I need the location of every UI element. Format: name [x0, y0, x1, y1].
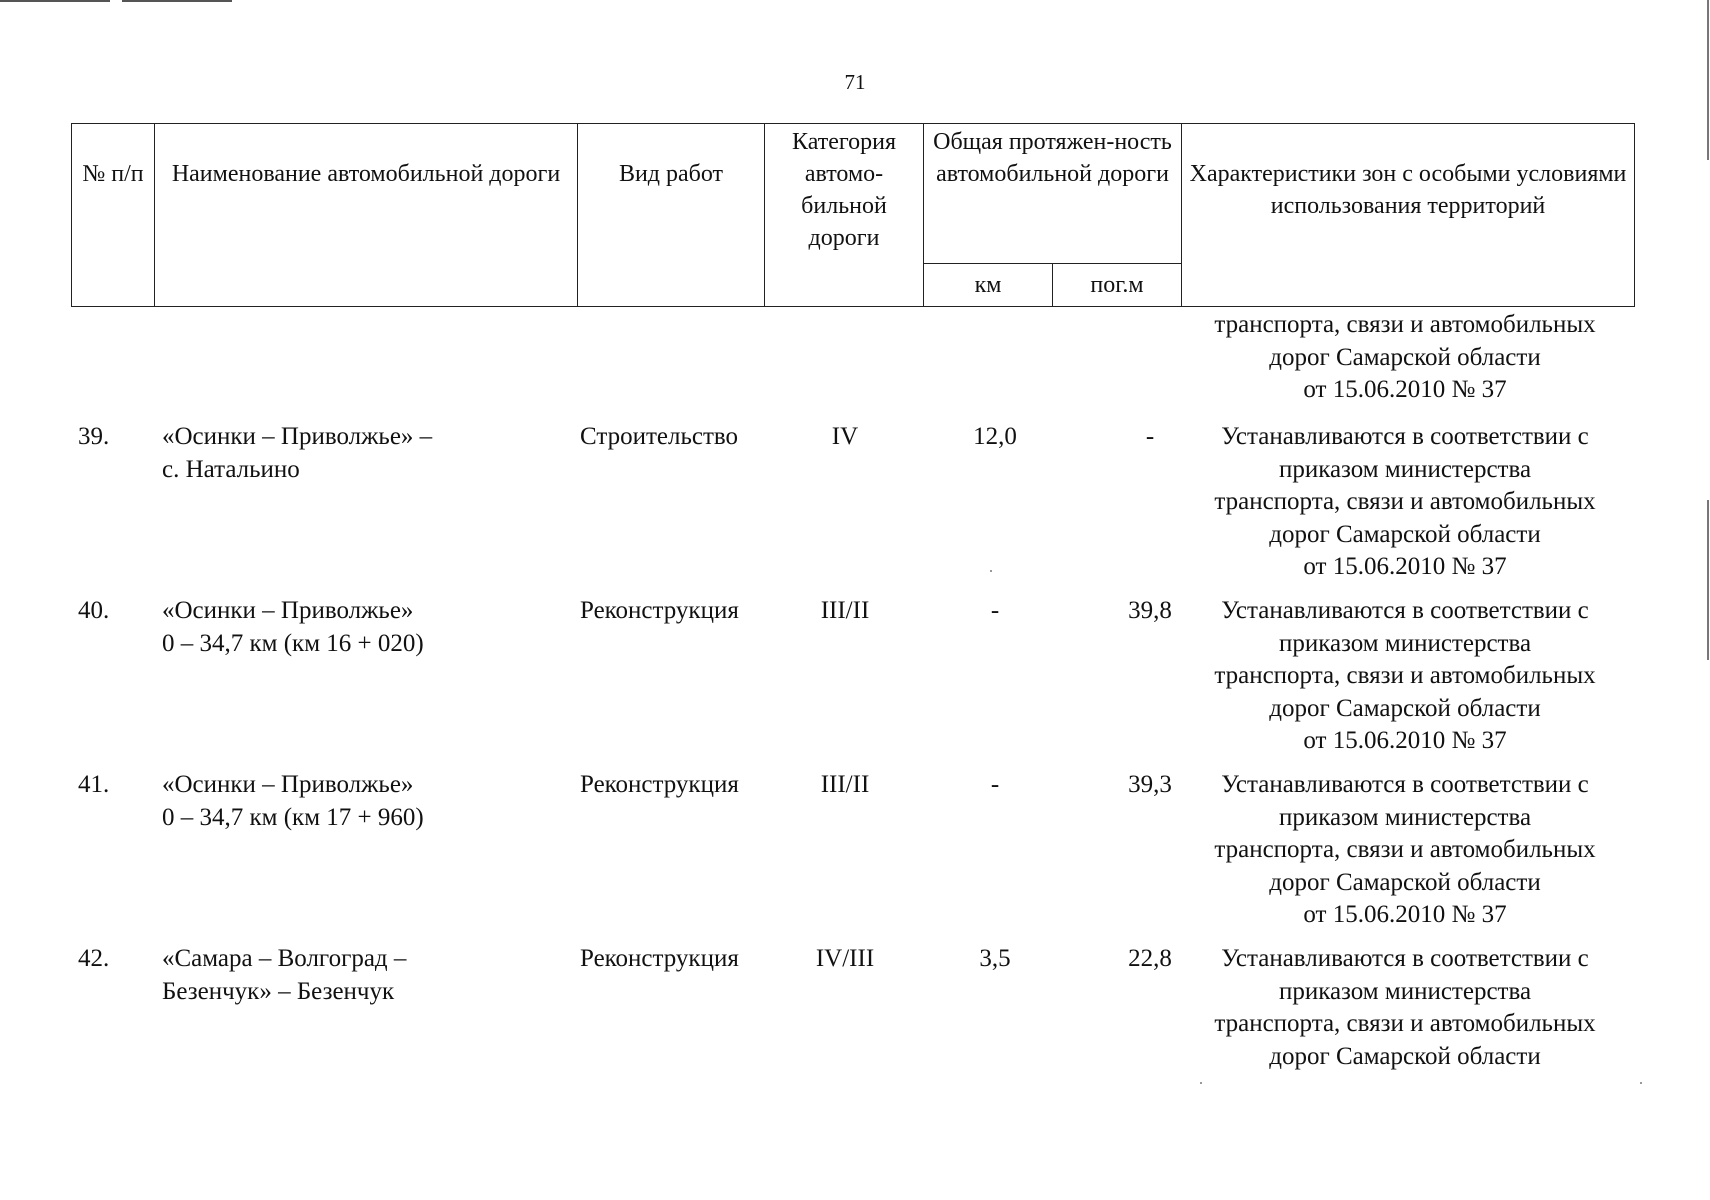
length-km: -	[990, 771, 1000, 798]
text-line: от 15.06.2010 № 37	[1303, 901, 1507, 928]
road-name	[162, 421, 562, 486]
text-line: приказом министерства	[1278, 803, 1532, 831]
text-line: «Осинки – Приволжье» –	[162, 423, 433, 450]
text-line: дорог Самарской области	[1269, 1042, 1541, 1070]
road-category: IV/III	[815, 945, 875, 972]
text-line: «Самара – Волгоград –	[162, 945, 407, 972]
header-length-m: пог.м	[1053, 264, 1182, 307]
work-type: Реконструкция	[580, 771, 739, 798]
length-km: 12,0	[973, 423, 1017, 450]
table-row	[0, 595, 1710, 765]
work-type: Реконструкция	[580, 597, 739, 624]
header-zone-characteristics: Характеристики зон с особыми условиями использования территорий	[1182, 124, 1635, 307]
table-row	[0, 769, 1710, 939]
scan-mark	[122, 0, 232, 2]
table-header	[71, 123, 1635, 307]
row-number: 39.	[78, 423, 110, 450]
road-category: IV	[831, 423, 859, 450]
text-line: транспорта, связи и автомобильных	[1214, 311, 1596, 338]
text-line: Устанавливаются в соответствии с	[1221, 597, 1589, 624]
length-km: -	[990, 597, 1000, 624]
page-number: 71	[844, 70, 866, 94]
work-type: Строительство	[580, 423, 739, 450]
length-m: 39,8	[1128, 597, 1172, 624]
text-line: приказом министерства	[1278, 977, 1532, 1005]
text-line: транспорта, связи и автомобильных	[1214, 662, 1596, 689]
header-road-category: Категория автомо-бильной дороги	[765, 124, 924, 307]
road-category: III/II	[820, 771, 870, 798]
row-number: 40.	[78, 597, 110, 624]
text-line: транспорта, связи и автомобильных	[1214, 488, 1596, 515]
text-line: 0 – 34,7 км (км 16 + 020)	[162, 629, 424, 657]
text-line: от 15.06.2010 № 37	[1303, 727, 1507, 754]
text-line: транспорта, связи и автомобильных	[1214, 1010, 1596, 1037]
text-line: дорог Самарской области	[1269, 868, 1541, 896]
text-line: дорог Самарской области	[1269, 343, 1541, 371]
zone-characteristics	[1180, 769, 1630, 932]
length-km: 3,5	[979, 945, 1011, 972]
text-line: 0 – 34,7 км (км 17 + 960)	[162, 803, 424, 831]
row-number: 42.	[78, 945, 110, 972]
zone-characteristics	[1180, 595, 1630, 758]
table-row	[0, 421, 1710, 591]
row-number: 41.	[78, 771, 110, 798]
length-m: 22,8	[1128, 945, 1172, 972]
text-line: приказом министерства	[1278, 455, 1532, 483]
text-line: транспорта, связи и автомобильных	[1214, 836, 1596, 863]
zone-characteristics	[1180, 943, 1630, 1073]
text-line: Устанавливаются в соответствии с	[1221, 423, 1589, 450]
header-road-name: Наименование автомобильной дороги	[155, 124, 578, 307]
road-name	[162, 769, 562, 834]
text-line: от 15.06.2010 № 37	[1303, 376, 1507, 403]
text-line: дорог Самарской области	[1269, 694, 1541, 722]
header-num: № п/п	[72, 124, 155, 307]
continuation-text	[1180, 309, 1630, 407]
header-length-km: км	[924, 264, 1053, 307]
text-line: дорог Самарской области	[1269, 520, 1541, 548]
road-name	[162, 595, 562, 660]
text-line: Устанавливаются в соответствии с	[1221, 945, 1589, 972]
work-type: Реконструкция	[580, 945, 739, 972]
road-name	[162, 943, 562, 1008]
text-line: «Осинки – Приволжье»	[162, 597, 414, 624]
text-line: «Осинки – Приволжье»	[162, 771, 414, 798]
text-line: приказом министерства	[1278, 629, 1532, 657]
header-work-type: Вид работ	[578, 124, 765, 307]
text-line: Безенчук» – Безенчук	[162, 977, 395, 1005]
text-line: от 15.06.2010 № 37	[1303, 553, 1507, 580]
length-m: -	[1145, 423, 1155, 450]
text-line: с. Натальино	[162, 455, 300, 483]
header-total-length: Общая протяжен-ность автомобильной дороги	[924, 124, 1182, 264]
scan-mark	[0, 0, 110, 2]
road-category: III/II	[820, 597, 870, 624]
zone-characteristics	[1180, 421, 1630, 584]
text-line: Устанавливаются в соответствии с	[1221, 771, 1589, 798]
table-row	[0, 943, 1710, 1113]
length-m: 39,3	[1128, 771, 1172, 798]
